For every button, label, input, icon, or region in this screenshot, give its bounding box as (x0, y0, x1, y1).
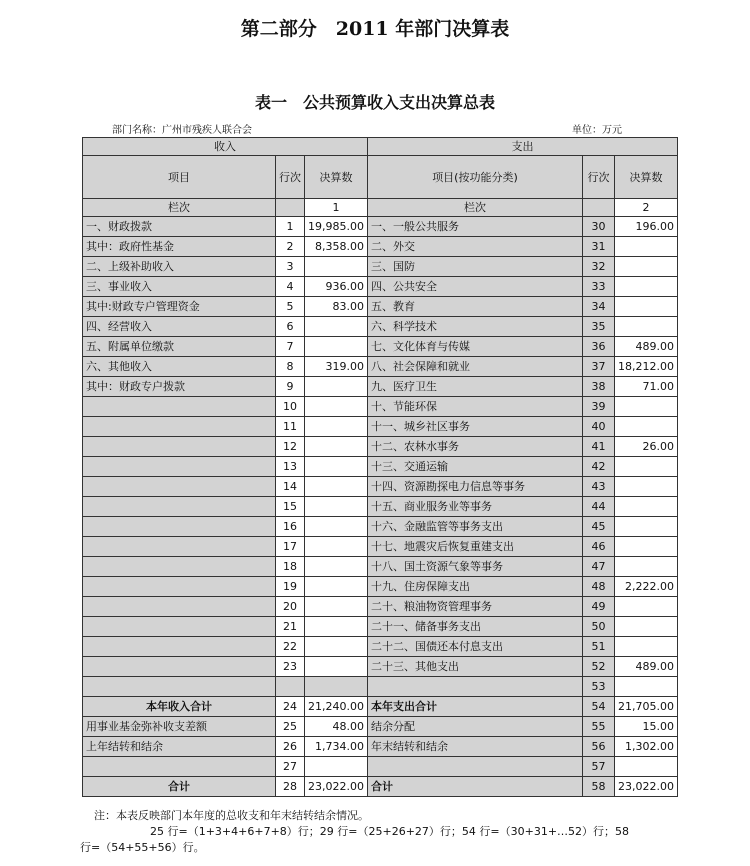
expense-row-no: 42 (582, 457, 614, 477)
income-amount: 1,734.00 (305, 737, 368, 757)
expense-amount (614, 397, 677, 417)
note-line-1: 注：本表反映部门本年度的总收支和年末结转结余情况。 (94, 809, 369, 822)
income-item: 其中：财政专户拨款 (83, 377, 276, 397)
income-row-no: 21 (276, 617, 305, 637)
income-row-no: 5 (276, 297, 305, 317)
expense-item: 二十、粮油物资管理事务 (367, 597, 582, 617)
income-item (83, 537, 276, 557)
expense-item: 十九、住房保障支出 (367, 577, 582, 597)
expense-row-no: 54 (582, 697, 614, 717)
income-amount (305, 577, 368, 597)
income-amount (305, 477, 368, 497)
expense-row-no: 32 (582, 257, 614, 277)
income-row-no: 7 (276, 337, 305, 357)
expense-item: 十八、国土资源气象等事务 (367, 557, 582, 577)
expense-item (367, 757, 582, 777)
income-row-no: 19 (276, 577, 305, 597)
table-row (83, 737, 678, 757)
expense-amount: 23,022.00 (614, 777, 677, 797)
income-amount (305, 337, 368, 357)
expense-item: 年末结转和结余 (367, 737, 582, 757)
income-row-no: 10 (276, 397, 305, 417)
expense-item: 五、教育 (367, 297, 582, 317)
expense-row-no: 39 (582, 397, 614, 417)
income-row-no: 24 (276, 697, 305, 717)
expense-row-no: 31 (582, 237, 614, 257)
expense-amount (614, 517, 677, 537)
expense-col-number: 2 (614, 199, 677, 217)
income-row-no: 8 (276, 357, 305, 377)
expense-amount (614, 537, 677, 557)
income-item: 合计 (83, 777, 276, 797)
income-item (83, 617, 276, 637)
table-row (83, 597, 678, 617)
income-item (83, 457, 276, 477)
income-item (83, 477, 276, 497)
income-amount (305, 397, 368, 417)
income-item (83, 517, 276, 537)
income-item: 四、经营收入 (83, 317, 276, 337)
expense-item: 一、一般公共服务 (367, 217, 582, 237)
expense-amount (614, 757, 677, 777)
income-row-no: 4 (276, 277, 305, 297)
income-amount (305, 417, 368, 437)
income-item (83, 657, 276, 677)
income-row-no: 27 (276, 757, 305, 777)
part-title: 第二部分 2011 年部门决算表 (240, 18, 510, 40)
expense-amount (614, 457, 677, 477)
income-item: 五、附属单位缴款 (83, 337, 276, 357)
expense-row-no: 56 (582, 737, 614, 757)
expense-item: 二十二、国债还本付息支出 (367, 637, 582, 657)
income-amount-header: 决算数 (305, 156, 368, 199)
income-row-no (276, 677, 305, 697)
expense-item: 十五、商业服务业等事务 (367, 497, 582, 517)
expense-amount (614, 497, 677, 517)
expense-row-no: 37 (582, 357, 614, 377)
income-amount (305, 257, 368, 277)
expense-amount: 489.00 (614, 337, 677, 357)
expense-row-no: 34 (582, 297, 614, 317)
expense-item: 十、节能环保 (367, 397, 582, 417)
expense-amount (614, 277, 677, 297)
expense-section-header: 支出 (367, 138, 677, 156)
table-row (83, 397, 678, 417)
table-row (83, 317, 678, 337)
table-row (83, 677, 678, 697)
expense-row-no: 36 (582, 337, 614, 357)
income-amount (305, 597, 368, 617)
expense-item: 合计 (367, 777, 582, 797)
table-row (83, 777, 678, 797)
income-item-header: 项目 (83, 156, 276, 199)
income-row-no: 14 (276, 477, 305, 497)
unit-label: 单位：万元 (572, 125, 622, 136)
table-row (83, 717, 678, 737)
table-row (83, 537, 678, 557)
income-item: 一、财政拨款 (83, 217, 276, 237)
income-amount (305, 677, 368, 697)
income-row-no: 2 (276, 237, 305, 257)
department-name: 部门名称：广州市残疾人联合会 (112, 125, 252, 136)
income-amount (305, 437, 368, 457)
table-row (83, 577, 678, 597)
income-amount (305, 317, 368, 337)
income-row-no: 22 (276, 637, 305, 657)
income-item (83, 417, 276, 437)
table-row (83, 377, 678, 397)
income-row-no: 13 (276, 457, 305, 477)
income-item (83, 577, 276, 597)
table-row (83, 437, 678, 457)
income-row-no: 15 (276, 497, 305, 517)
income-amount (305, 497, 368, 517)
income-amount: 23,022.00 (305, 777, 368, 797)
expense-item: 六、科学技术 (367, 317, 582, 337)
expense-row-no: 38 (582, 377, 614, 397)
income-item (83, 497, 276, 517)
expense-amount: 2,222.00 (614, 577, 677, 597)
expense-amount: 1,302.00 (614, 737, 677, 757)
expense-amount: 196.00 (614, 217, 677, 237)
income-item (83, 557, 276, 577)
income-col-blank (276, 199, 305, 217)
income-row-no: 25 (276, 717, 305, 737)
expense-amount: 489.00 (614, 657, 677, 677)
income-row-no: 11 (276, 417, 305, 437)
expense-item: 四、公共安全 (367, 277, 582, 297)
income-row-no: 18 (276, 557, 305, 577)
expense-item (367, 677, 582, 697)
income-item: 用事业基金弥补收支差额 (83, 717, 276, 737)
expense-amount (614, 677, 677, 697)
income-row-no: 28 (276, 777, 305, 797)
income-amount (305, 377, 368, 397)
income-item: 本年收入合计 (83, 697, 276, 717)
expense-item: 二、外交 (367, 237, 582, 257)
expense-item: 二十三、其他支出 (367, 657, 582, 677)
table-row (83, 257, 678, 277)
income-amount: 319.00 (305, 357, 368, 377)
expense-row-no: 51 (582, 637, 614, 657)
expense-item: 九、医疗卫生 (367, 377, 582, 397)
expense-amount: 15.00 (614, 717, 677, 737)
expense-amount (614, 617, 677, 637)
expense-row-no: 52 (582, 657, 614, 677)
expense-amount (614, 257, 677, 277)
table-row (83, 357, 678, 377)
income-row-no: 12 (276, 437, 305, 457)
income-amount (305, 557, 368, 577)
income-row-no: 3 (276, 257, 305, 277)
income-row-no: 20 (276, 597, 305, 617)
expense-item: 十六、金融监管等事务支出 (367, 517, 582, 537)
income-amount: 936.00 (305, 277, 368, 297)
expense-item: 十二、农林水事务 (367, 437, 582, 457)
expense-item: 十四、资源勘探电力信息等事务 (367, 477, 582, 497)
expense-amount: 18,212.00 (614, 357, 677, 377)
table-row (83, 497, 678, 517)
income-row-no: 9 (276, 377, 305, 397)
expense-amount (614, 557, 677, 577)
expense-row-no: 45 (582, 517, 614, 537)
income-row-no: 26 (276, 737, 305, 757)
table-title: 表一 公共预算收入支出决算总表 (254, 93, 495, 112)
expense-row-no: 35 (582, 317, 614, 337)
table-notes (80, 808, 630, 856)
income-section-header: 收入 (83, 138, 368, 156)
income-item (83, 677, 276, 697)
expense-amount: 26.00 (614, 437, 677, 457)
note-line-3: 行=（54+55+56）行。 (80, 841, 205, 854)
income-item: 其中:财政专户管理资金 (83, 297, 276, 317)
income-amount (305, 637, 368, 657)
income-item: 三、事业收入 (83, 277, 276, 297)
note-line-2: 25 行=（1+3+4+6+7+8）行；29 行=（25+26+27）行；54 行=（30+31+…52）行；58 (150, 825, 630, 838)
income-item: 六、其他收入 (83, 357, 276, 377)
table-row (83, 277, 678, 297)
expense-row-no: 40 (582, 417, 614, 437)
income-item: 其中：政府性基金 (83, 237, 276, 257)
table-row (83, 557, 678, 577)
expense-row-no: 46 (582, 537, 614, 557)
table-row (83, 517, 678, 537)
table-row (83, 237, 678, 257)
income-item: 上年结转和结余 (83, 737, 276, 757)
income-col-number: 1 (305, 199, 368, 217)
expense-row-no: 49 (582, 597, 614, 617)
income-amount (305, 517, 368, 537)
expense-item: 七、文化体育与传媒 (367, 337, 582, 357)
table-row (83, 757, 678, 777)
budget-summary-table (82, 137, 678, 797)
expense-item: 十三、交通运输 (367, 457, 582, 477)
expense-row-no: 43 (582, 477, 614, 497)
income-amount (305, 537, 368, 557)
expense-item: 十一、城乡社区事务 (367, 417, 582, 437)
income-item (83, 757, 276, 777)
header-row-sections (83, 138, 678, 156)
expense-item-header: 项目(按功能分类) (367, 156, 582, 199)
table-row (83, 217, 678, 237)
income-amount (305, 657, 368, 677)
income-amount (305, 757, 368, 777)
expense-row-no: 58 (582, 777, 614, 797)
table-row (83, 457, 678, 477)
income-amount: 21,240.00 (305, 697, 368, 717)
income-item (83, 437, 276, 457)
table-row (83, 417, 678, 437)
income-amount: 48.00 (305, 717, 368, 737)
expense-row-no: 50 (582, 617, 614, 637)
income-row-no: 23 (276, 657, 305, 677)
expense-amount-header: 决算数 (614, 156, 677, 199)
expense-amount: 71.00 (614, 377, 677, 397)
expense-amount (614, 317, 677, 337)
table-row (83, 477, 678, 497)
income-item: 二、上级补助收入 (83, 257, 276, 277)
income-col-label: 栏次 (83, 199, 276, 217)
expense-row-no-header: 行次 (582, 156, 614, 199)
income-row-no-header: 行次 (276, 156, 305, 199)
expense-amount (614, 297, 677, 317)
expense-item: 八、社会保障和就业 (367, 357, 582, 377)
income-amount: 19,985.00 (305, 217, 368, 237)
expense-row-no: 57 (582, 757, 614, 777)
expense-row-no: 44 (582, 497, 614, 517)
table-row (83, 697, 678, 717)
table-row (83, 637, 678, 657)
expense-amount (614, 417, 677, 437)
income-row-no: 16 (276, 517, 305, 537)
expense-row-no: 47 (582, 557, 614, 577)
expense-row-no: 48 (582, 577, 614, 597)
expense-amount (614, 637, 677, 657)
expense-item: 结余分配 (367, 717, 582, 737)
income-row-no: 6 (276, 317, 305, 337)
income-amount (305, 617, 368, 637)
expense-col-label: 栏次 (367, 199, 582, 217)
expense-col-blank (582, 199, 614, 217)
income-row-no: 1 (276, 217, 305, 237)
expense-row-no: 30 (582, 217, 614, 237)
table-row (83, 657, 678, 677)
income-amount: 83.00 (305, 297, 368, 317)
expense-amount (614, 597, 677, 617)
table-row (83, 617, 678, 637)
expense-item: 十七、地震灾后恢复重建支出 (367, 537, 582, 557)
income-item (83, 637, 276, 657)
header-row-columns (83, 156, 678, 199)
expense-amount (614, 477, 677, 497)
income-row-no: 17 (276, 537, 305, 557)
income-amount (305, 457, 368, 477)
expense-amount (614, 237, 677, 257)
income-item (83, 597, 276, 617)
expense-row-no: 33 (582, 277, 614, 297)
header-row-col-numbers (83, 199, 678, 217)
expense-row-no: 53 (582, 677, 614, 697)
expense-amount: 21,705.00 (614, 697, 677, 717)
table-row (83, 337, 678, 357)
table-row (83, 297, 678, 317)
income-amount: 8,358.00 (305, 237, 368, 257)
expense-row-no: 41 (582, 437, 614, 457)
expense-item: 本年支出合计 (367, 697, 582, 717)
expense-item: 二十一、储备事务支出 (367, 617, 582, 637)
expense-row-no: 55 (582, 717, 614, 737)
expense-item: 三、国防 (367, 257, 582, 277)
income-item (83, 397, 276, 417)
